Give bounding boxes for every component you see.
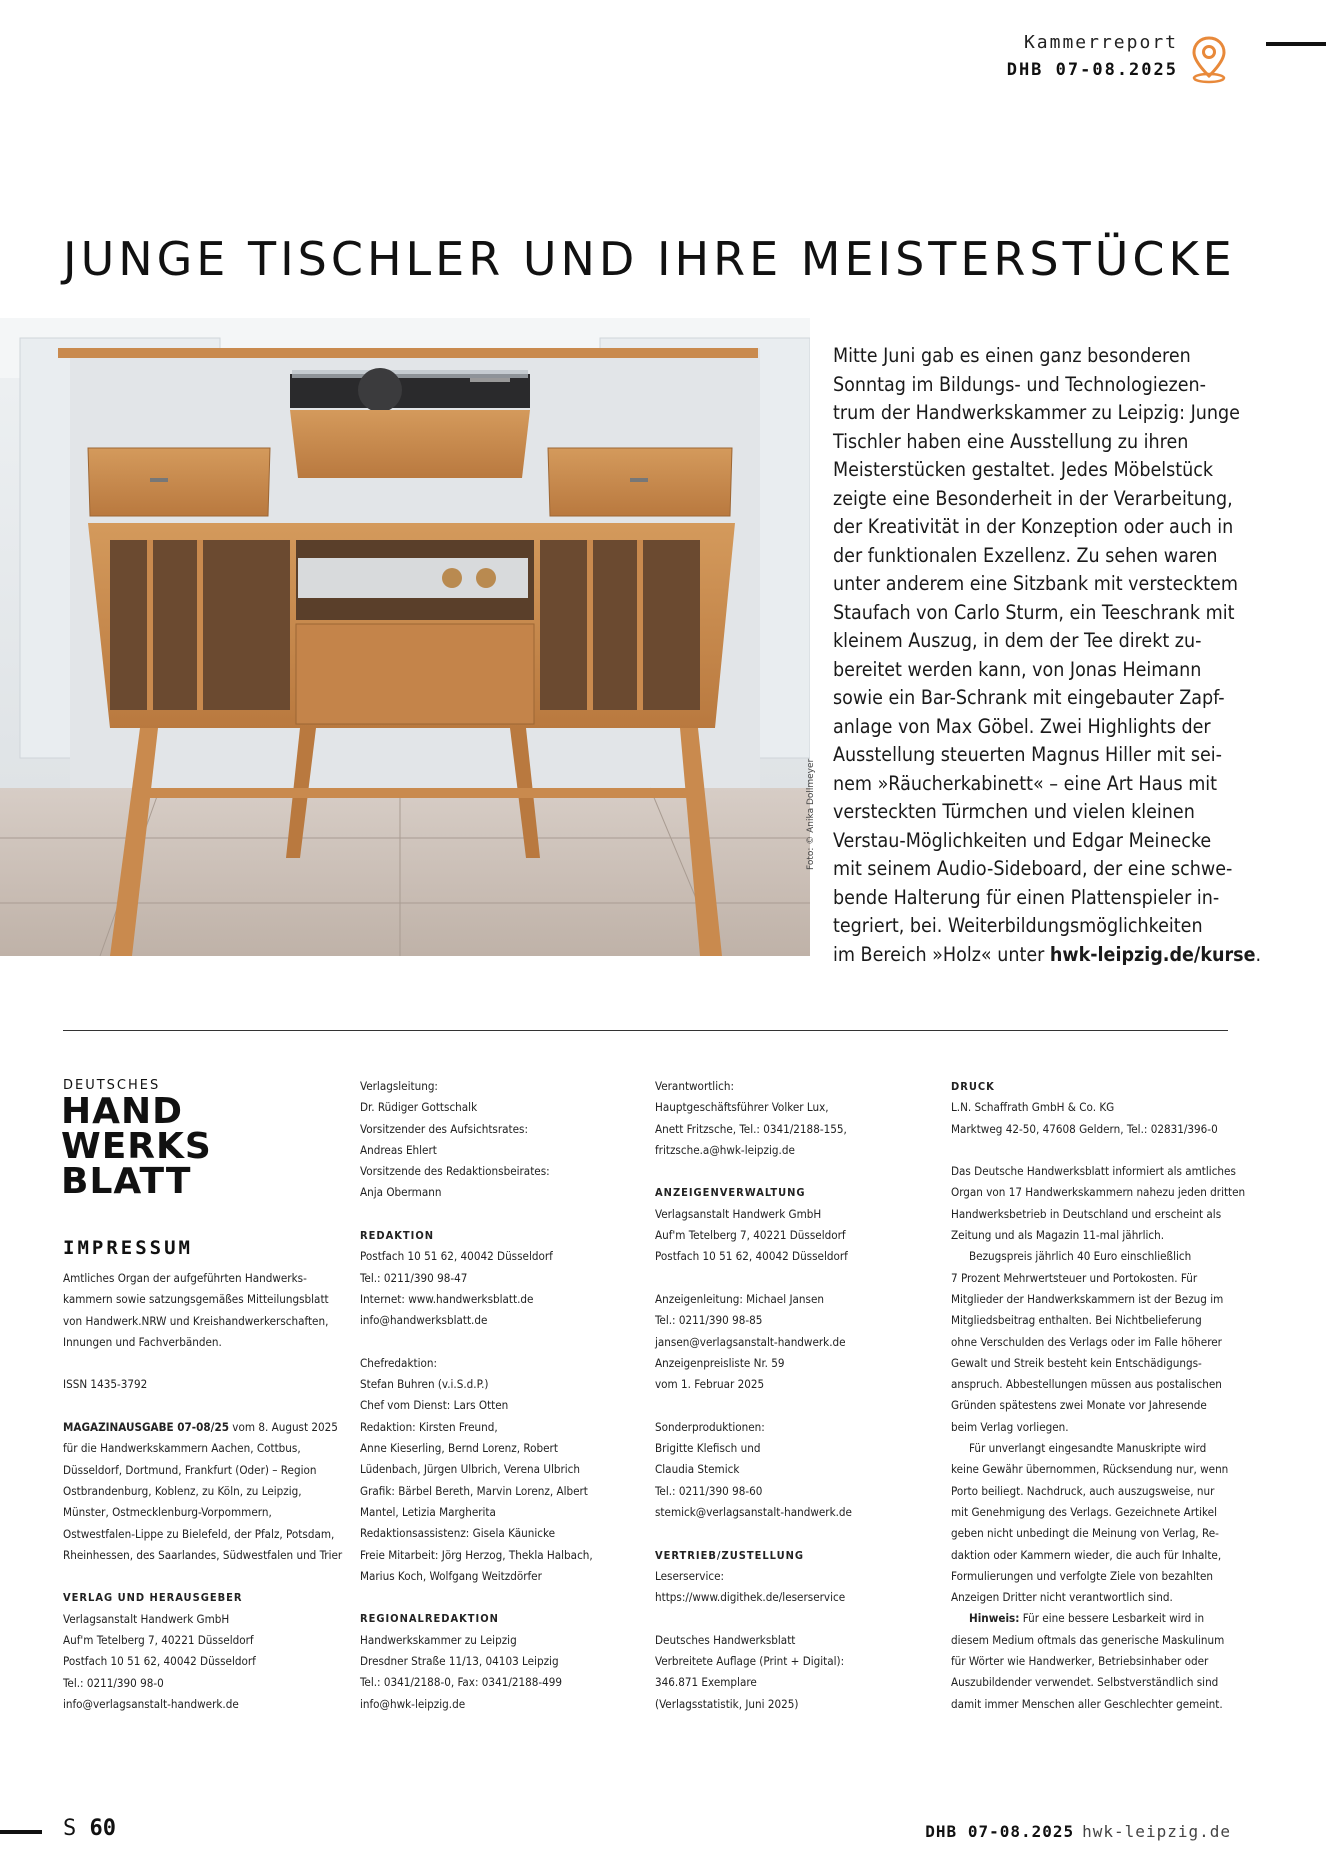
text-line: keine Gewähr übernommen, Rücksendung nur, wenn [951,1462,1229,1477]
logo-deutsches: DEUTSCHES [63,1078,161,1093]
email[interactable]: info@hwk-leipzig.de [360,1696,466,1711]
text-line: L.N. Schaffrath GmbH & Co. KG [951,1100,1115,1115]
text-line: Porto beiliegt. Nachdruck, auch auszugsweise, nur [951,1483,1215,1498]
text-line: von Handwerk.NRW und Kreishandwerkerschaften, [63,1313,329,1328]
photo-credit: Foto: © Anika Dollmeyer [806,758,816,870]
location-pin-icon [1187,34,1231,84]
body-line [833,941,1262,970]
email[interactable]: stemick@verlagsanstalt-handwerk.de [655,1504,852,1519]
logo-line: HAND [61,1091,184,1132]
text-line: (Verlagsstatistik, Juni 2025) [655,1696,799,1711]
text-line: Anne Kieserling, Bernd Lorenz, Robert [360,1441,558,1456]
article-body [833,342,1262,969]
body-line: Meisterstücken gestaltet. Jedes Möbelstück [833,458,1214,481]
text-line: Mitglieder der Handwerkskammern ist der Bezug im [951,1291,1224,1306]
footer-issue: DHB 07-08.2025 [925,1822,1075,1841]
text-line: Für unverlangt eingesandte Manuskripte wird [969,1441,1207,1456]
text-line: Bezugspreis jährlich 40 Euro einschließlich [969,1249,1192,1264]
text-line: Anja Obermann [360,1185,442,1200]
issue-line [63,1417,342,1438]
footer-url[interactable]: hwk-leipzig.de [1082,1822,1231,1841]
page-prefix: S [63,1816,77,1841]
text-line: Organ von 17 Handwerkskammern nahezu jeden dritten [951,1185,1246,1200]
text-line: Redaktionsassistenz: Gisela Käunicke [360,1526,555,1541]
text-line: Marius Koch, Wolfgang Weitzdörfer [360,1568,542,1583]
text-line: Vorsitzender des Aufsichtsrates: [360,1121,529,1136]
ads-heading: ANZEIGENVERWALTUNG [655,1186,806,1200]
body-line: kleinem Auszug, in dem der Tee direkt zu- [833,629,1202,652]
text-line: Gründen spätestens zwei Monate vor Jahresende [951,1398,1207,1413]
hint-label: Hinweis: [969,1611,1020,1626]
courses-link[interactable]: hwk-leipzig.de/kurse [1049,942,1256,966]
body-line: Ausstellung steuerten Magnus Hiller mit sei- [833,743,1223,766]
text-line: Anzeigen Dritter nicht verantwortlich sind. [951,1590,1173,1605]
text-line: Anzeigenleitung: Michael Jansen [655,1291,824,1306]
email[interactable]: info@handwerksblatt.de [360,1313,488,1328]
body-line: Mitte Juni gab es einen ganz besonderen [833,344,1191,367]
publisher-heading: VERLAG UND HERAUSGEBER [63,1591,243,1605]
text-line: Chefredaktion: [360,1355,437,1370]
body-line: sowie ein Bar-Schrank mit eingebauter Zapf- [833,686,1225,709]
text-line: Leserservice: [655,1568,725,1583]
body-line: mit seinem Audio-Sideboard, der eine schwe- [833,857,1233,880]
text-line: Redaktion: Kirsten Freund, [360,1419,498,1434]
text-line: Claudia Stemick [655,1462,740,1477]
header-rule [1266,42,1326,46]
distribution-heading: VERTRIEB/ZUSTELLUNG [655,1548,805,1562]
body-line: der Kreativität in der Konzeption oder auch in [833,515,1234,538]
hint-line [951,1608,1245,1629]
text-line: Stefan Buhren (v.i.S.d.P.) [360,1377,489,1392]
text-line: mit Genehmigung des Verlags. Gezeichnete Artikel [951,1504,1217,1519]
editorial-heading: REDAKTION [360,1229,435,1243]
text-line: Auszubildender verwendet. Selbstverständlich sind [951,1675,1219,1690]
impressum-col-1 [63,1268,342,1715]
text-line: Vorsitzende des Redaktionsbeirates: [360,1164,550,1179]
text-line: Rheinhessen, des Saarlandes, Südwestfalen und Trier [63,1547,343,1562]
text-line: 7 Prozent Mehrwertsteuer und Portokosten. Für [951,1270,1198,1285]
text-line: Postfach 10 51 62, 40042 Düsseldorf [63,1654,256,1669]
text-line: Deutsches Handwerksblatt [655,1632,796,1647]
text-line: Ostwestfalen-Lippe zu Bielefeld, der Pfalz, Potsdam, [63,1526,335,1541]
body-line: anlage von Max Göbel. Zwei Highlights der [833,714,1211,738]
body-line: unter anderem eine Sitzbank mit verstecktem [833,572,1238,595]
section-label: Kammerreport [1023,32,1178,53]
text-line: Gewalt und Streik besteht kein Entschädigungs- [951,1355,1202,1370]
text-line: Verlagsanstalt Handwerk GmbH [63,1611,230,1626]
body-line: bende Halterung für einen Plattenspieler in- [833,885,1220,909]
text-line: Tel.: 0211/390 98-60 [655,1483,763,1498]
body-line-text: im Bereich »Holz« unter [833,942,1050,966]
text-line: 346.871 Exemplare [655,1675,757,1690]
body-line: zeigte eine Besonderheit in der Verarbeitung, [833,486,1233,510]
reader-service-link[interactable]: https://www.digithek.de/leserservice [655,1590,846,1605]
text-line: Chef vom Dienst: Lars Otten [360,1398,509,1413]
text-line: Verlagsleitung: [360,1079,438,1093]
text-line: Tel.: 0211/390 98-85 [655,1313,763,1328]
text-line: Verbreitete Auflage (Print + Digital): [655,1654,845,1669]
text-line: für Wörter wie Handwerker, Betriebsinhaber oder [951,1654,1209,1669]
text-line: ohne Verschulden des Verlags oder im Falle höherer [951,1334,1222,1349]
text-line: Lüdenbach, Jürgen Ulbrich, Verena Ulbrich [360,1462,581,1477]
text-line: Zeitung und als Magazin 11-mal jährlich. [951,1228,1165,1243]
logo-line: WERKS [61,1126,212,1167]
text-line: Das Deutsche Handwerksblatt informiert als amtliches [951,1164,1236,1179]
text-line: Tel.: 0211/390 98-0 [63,1675,164,1690]
text-line: Postfach 10 51 62, 40042 Düsseldorf [655,1249,848,1264]
article-title: JUNGE TISCHLER UND IHRE MEISTERSTÜCKE [63,232,1236,286]
text-line: vom 1. Februar 2025 [655,1377,765,1392]
text-line: Düsseldorf, Dortmund, Frankfurt (Oder) – Region [63,1462,317,1477]
text-line: Mantel, Letizia Margherita [360,1504,496,1519]
text-line: Verantwortlich: [655,1079,734,1093]
body-line-end: . [1255,942,1262,966]
print-heading: DRUCK [951,1080,995,1093]
issue-label: DHB 07-08.2025 [1006,60,1178,80]
text-line: Tel.: 0211/390 98-47 [360,1270,468,1285]
impressum-heading: IMPRESSUM [63,1237,193,1259]
issue-date: vom 8. August 2025 [228,1420,338,1435]
text-line: daktion oder Kammern wieder, die auch für Inhalte, [951,1547,1222,1562]
website-link[interactable]: Internet: www.handwerksblatt.de [360,1291,534,1306]
body-line: trum der Handwerkskammer zu Leipzig: Junge [833,401,1240,424]
text-line: Münster, Ostmecklenburg-Vorpommern, [63,1505,272,1520]
text-line: Andreas Ehlert [360,1142,437,1157]
issue-label: MAGAZINAUSGABE 07-08/25 [63,1420,229,1435]
text-line: damit immer Menschen aller Geschlechter gemeint. [951,1696,1223,1711]
body-line: nem »Räucherkabinett« – eine Art Haus mit [833,771,1218,795]
body-line: bereitet werden kann, von Jonas Heimann [833,657,1202,681]
email[interactable]: jansen@verlagsanstalt-handwerk.de [655,1334,846,1349]
body-line: Sonntag im Bildungs- und Technologiezen- [833,372,1206,396]
body-line: Verstau-Möglichkeiten und Edgar Meinecke [833,828,1212,852]
issn: ISSN 1435-3792 [63,1377,148,1392]
text-line: Innungen und Fachverbänden. [63,1334,222,1349]
text-line: Dresdner Straße 11/13, 04103 Leipzig [360,1654,559,1669]
page-num: 60 [89,1816,116,1841]
text-line: anspruch. Abbestellungen müssen aus postalischen [951,1377,1222,1392]
text-line: Formulierungen und verfolgte Ziele von bezahlten [951,1568,1214,1583]
text-line: kammern sowie satzungsgemäßes Mitteilungsblatt [63,1292,329,1307]
text-line: Grafik: Bärbel Bereth, Marvin Lorenz, Albert [360,1483,588,1498]
article-photo [0,318,810,956]
email[interactable]: info@verlagsanstalt-handwerk.de [63,1696,239,1711]
text-line: Verlagsanstalt Handwerk GmbH [655,1206,822,1221]
hint-text: Für eine bessere Lesbarkeit wird in [1019,1611,1205,1626]
text-line: Brigitte Klefisch und [655,1441,761,1456]
section-divider [63,1030,1228,1031]
sideboard-photo [0,318,810,956]
text-line: geben nicht unbedingt die Meinung von Verlag, Re- [951,1526,1219,1541]
impressum-col-3 [655,1076,852,1715]
regional-heading: REGIONALREDAKTION [360,1612,499,1626]
text-line: Postfach 10 51 62, 40042 Düsseldorf [360,1249,553,1264]
footer-rule [0,1830,42,1834]
text-line: Amtliches Organ der aufgeführten Handwerks- [63,1271,307,1285]
body-line: der funktionalen Exzellenz. Zu sehen waren [833,543,1218,567]
text-line: Ostbrandenburg, Koblenz, zu Köln, zu Leipzig, [63,1483,302,1498]
body-line: versteckten Türmchen und vielen kleinen [833,800,1195,823]
text-line: Hauptgeschäftsführer Volker Lux, [655,1100,829,1115]
logo-line: BLATT [61,1161,192,1202]
impressum-col-4 [951,1076,1245,1715]
text-line: Mitgliedsbeitrag enthalten. Bei Nichtbelieferung [951,1313,1202,1328]
text-line: Anzeigenpreisliste Nr. 59 [655,1355,785,1370]
text-line: diesem Medium oftmals das generische Maskulinum [951,1632,1225,1647]
text-line: Dr. Rüdiger Gottschalk [360,1100,478,1115]
text-line: Handwerksbetrieb in Deutschland und erscheint als [951,1206,1222,1221]
text-line: beim Verlag vorliegen. [951,1419,1069,1434]
impressum-col-2 [360,1076,593,1715]
text-line: Sonderproduktionen: [655,1419,765,1434]
body-line: Staufach von Carlo Sturm, ein Teeschrank mit [833,600,1235,624]
email[interactable]: fritzsche.a@hwk-leipzig.de [655,1142,795,1157]
text-line: Auf'm Tetelberg 7, 40221 Düsseldorf [655,1228,846,1243]
body-line: Tischler haben eine Ausstellung zu ihren [833,429,1189,453]
text-line: für die Handwerkskammern Aachen, Cottbus, [63,1441,301,1456]
text-line: Tel.: 0341/2188-0, Fax: 0341/2188-499 [360,1675,563,1690]
text-line: Anett Fritzsche, Tel.: 0341/2188-155, [655,1121,847,1136]
body-line: tegriert, bei. Weiterbildungsmöglichkeiten [833,914,1203,937]
text-line: Auf'm Tetelberg 7, 40221 Düsseldorf [63,1633,254,1648]
page-number [63,1816,116,1841]
text-line: Handwerkskammer zu Leipzig [360,1632,517,1647]
footer-info [925,1822,1231,1841]
handwerksblatt-logo [61,1091,212,1202]
text-line: Freie Mitarbeit: Jörg Herzog, Thekla Halbach, [360,1547,593,1562]
text-line: Marktweg 42-50, 47608 Geldern, Tel.: 02831/396-0 [951,1121,1218,1136]
